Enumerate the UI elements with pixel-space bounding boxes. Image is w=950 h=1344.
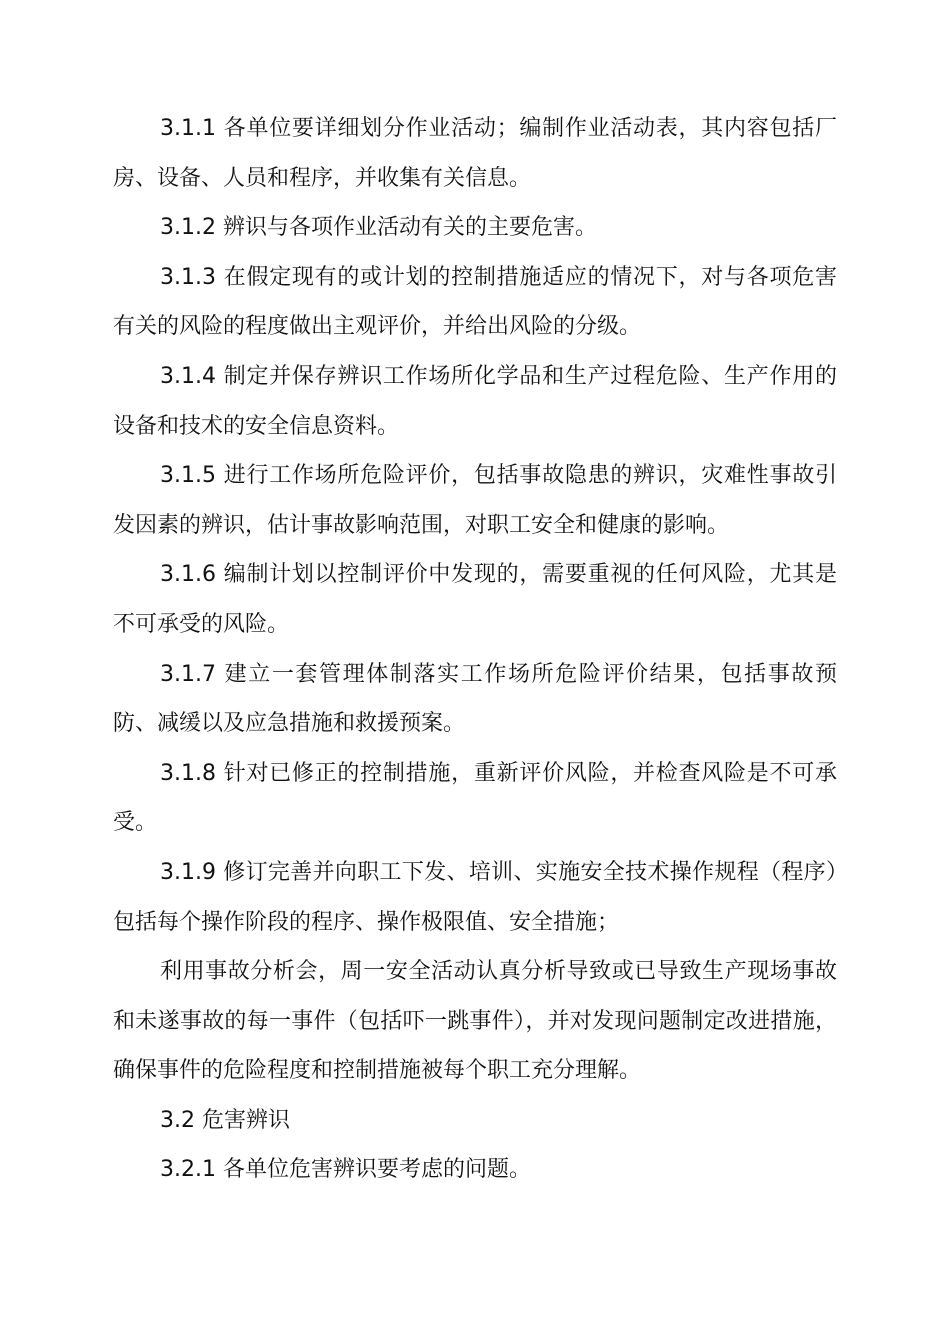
- paragraph-3-1-4: 3.1.4 制定并保存辨识工作场所化学品和生产过程危险、生产作用的设备和技术的安全信息资料。: [113, 363, 837, 439]
- paragraph-3-1-1: 3.1.1 各单位要详细划分作业活动；编制作业活动表，其内容包括厂房、设备、人员和程序，并收集有关信息。: [113, 116, 837, 191]
- paragraph-3-1-2: 3.1.2 辨识与各项作业活动有关的主要危害。: [160, 215, 597, 241]
- document-body: [113, 104, 837, 1195]
- paragraph-3-1-8: 3.1.8 针对已修正的控制措施，重新评价风险，并检查风险是不可承受。: [113, 760, 837, 836]
- paragraph-incident-analysis: 利用事故分析会，周一安全活动认真分析导致或已导致生产现场事故和未遂事故的每一事件（包括吓一跳事件），并对发现问题制定改进措施，确保事件的危险程度和控制措施被每个职工充分理解。: [113, 959, 837, 1084]
- paragraph-3-2-1: 3.2.1 各单位危害辨识要考虑的问题。: [160, 1157, 531, 1183]
- section-heading-3-2: 3.2 危害辨识: [160, 1107, 290, 1133]
- paragraph-3-1-3: 3.1.3 在假定现有的或计划的控制措施适应的情况下，对与各项危害有关的风险的程度做出主观评价，并给出风险的分级。: [113, 264, 837, 340]
- paragraph-3-1-6: 3.1.6 编制计划以控制评价中发现的，需要重视的任何风险，尤其是不可承受的风险。: [113, 562, 837, 637]
- paragraph-3-1-7: 3.1.7 建立一套管理体制落实工作场所危险评价结果，包括事故预防、减缓以及应急措施和救援预案。: [113, 661, 837, 737]
- paragraph-3-1-9: 3.1.9 修订完善并向职工下发、培训、实施安全技术操作规程（程序）包括每个操作阶段的程序、操作极限值、安全措施；: [113, 859, 837, 935]
- paragraph-3-1-5: 3.1.5 进行工作场所危险评价，包括事故隐患的辨识，灾难性事故引发因素的辨识，估计事故影响范围，对职工安全和健康的影响。: [113, 463, 837, 538]
